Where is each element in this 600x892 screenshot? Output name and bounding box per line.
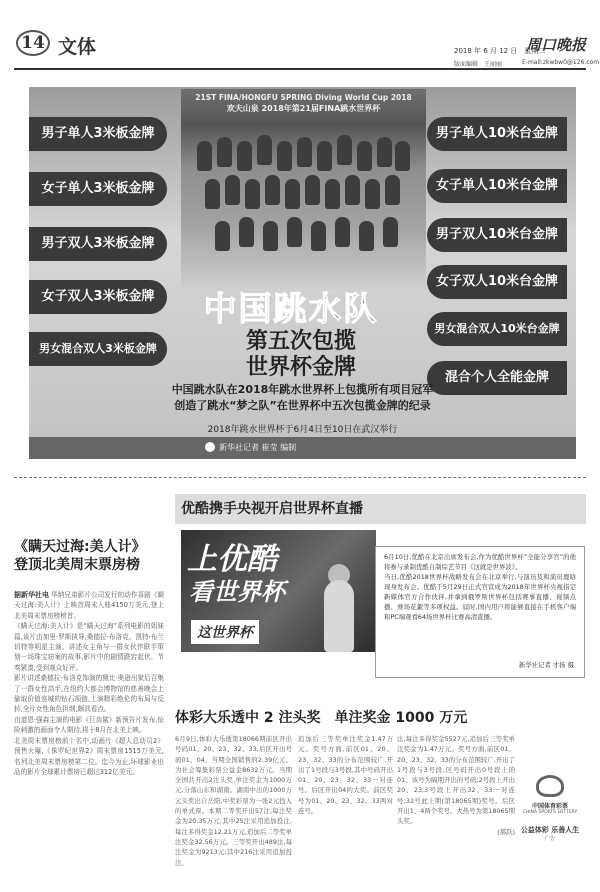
editor-credit: 版面编辑 王丽丽 [454,61,503,68]
medal-label-left: 男子双人3米板金牌 [29,227,167,261]
poster-description [29,382,576,414]
film-para-5: 北美周末票房榜前十名中,动画片《超人总动员2》预售火爆,《侏罗纪世界2》周末票房1515万美元,名列北美周末票房榜第二位。迄今为止,环球影业出品的影片全球累计票房已超过312亿美元。 [14,736,164,776]
film-para-1: 华纳兄弟影片公司发行的动作喜剧《瞒天过海:美人计》上映首周末入账4150万美元,登上北美周末票房榜榜首。 [14,591,164,620]
medal-label-left: 女子双人3米板金牌 [29,280,167,314]
lottery-headline: 体彩大乐透中 2 注头奖 单注奖金 1000 万元 [175,710,468,726]
film-headline-line-2: 登顶北美周末票房榜 [14,557,140,573]
lottery-logo-english: CHINA SPORTS LOTTERY [522,810,578,815]
person-figure [324,580,354,652]
film-body [14,582,164,777]
lottery-column-3 [397,734,515,882]
medal-label-right: 男女混合双人10米台金牌 [427,312,567,346]
medal-label-left: 女子单人3米板金牌 [29,172,167,206]
poster-desc-line-2: 创造了跳水“梦之队”在世界杯中五次包揽金牌的纪录 [174,399,431,412]
sports-lottery-ad [516,765,584,865]
issue-date: 2018 年 6 月 12 日 星期二 [454,47,546,55]
team-photo [181,89,426,289]
film-para-3: 影片讲述桑德拉·布洛克饰演的黛比·奥逊出狱后召集了一群女性高手,在纽约大都会博物馆的慈善晚会上偷取价值连城的钻石项链,上演精彩绝伦的布局与反转,全片女性角色担纲,颇具看点。 [14,674,164,714]
youku-article [175,494,586,684]
photo-banner-subtitle: 欢夫山泉 2018年第21届FINA跳水世界杯 [226,104,381,113]
film-para-2: 《瞒天过海:美人计》是“瞒天过海”系列电影的姐妹篇,该片由加里·罗斯执导,桑德拉·布洛克、凯特·布兰切特等明星主演。讲述女主角与一群女伙伴联手策划一场珠宝窃案的故事,影片中的剧情跌宕起伏、节奏紧凑,受到观众好评。 [14,622,164,672]
film-article [14,538,164,818]
sports-lottery-logo-icon [536,775,564,797]
lottery-column-2 [298,734,393,882]
youku-text-box [375,546,585,678]
newspaper-logo: 周口晚报 [526,36,587,54]
contact-email: E-mail:zkwbw0@126.com [522,59,600,66]
section-divider [14,477,586,478]
team-members [195,129,412,269]
poster-footer-bar [29,437,576,459]
youku-promo-image [181,530,376,652]
lottery-column-1 [175,734,292,882]
film-para-4: 由道恩·强森主演的电影《巨齿鲨》新预告片发布,惊险刺激的画面令人期待,将于8月在北美上映。 [14,715,164,735]
medal-label-left: 男女混合双人3米板金牌 [29,332,167,366]
ad-label: 广告 [544,836,555,842]
poster-subheadline-1: 第五次包揽 [245,329,356,354]
poster-headline: 中国跳水队 [203,289,379,328]
page-header [14,28,600,70]
poster-desc-line-1: 中国跳水队在2018年跳水世界杯上包揽所有项目冠军 [171,383,434,396]
medal-label-right: 女子单人10米台金牌 [427,169,567,203]
promo-text-2: 看世界杯 [189,578,285,606]
poster-credit: 新华社记者 崔莹 编制 [219,443,297,452]
xinhua-logo-icon [205,442,215,452]
poster-date-line: 2018年跳水世界杯于6月4日至10日在武汉举行 [207,425,398,435]
youku-headline: 优酷携手央视开启世界杯直播 [175,494,586,524]
page-number: 14 [16,30,50,56]
promo-tag: 这世界杯 [191,620,259,644]
lottery-col-2-text: 追加后三等奖单注奖金1.47万元。奖号方面,前区01、20、23、32、33的分布范围较广,开出了1号段与3号段,其中号码开出01、20、23、32、33一对连号。后区开出04的大奖。前区奖号为01、20、23、32、33两对连号。 [298,735,393,816]
medal-label-right: 女子双人10米台金牌 [427,265,567,299]
film-headline-line-1: 《瞒天过海:美人计》 [14,539,146,555]
lottery-col-3-text: 注,每注多得奖金5527元,追加后三等奖单注奖金为1.47万元。奖号方面,前区01、20、23、32、33的分布范围较广,开出了1号段与3号段,区号码开出0号段上的01、该号为隔期开出的号码;2号段上开出20、23;3号段上开出32、33一对连号;32号此上期(第18065期)奖号。后区开出1、4两个奖号。大热号为第18065期头奖。 [397,735,515,826]
medal-label-right: 男子单人10米台金牌 [427,117,567,151]
youku-para-1: 6月10日,优酷在北京出席发布会,作为优酷世界杯“全能分享官”的他将参与录制优酷自制综艺节目《这就是世界波》。 [384,553,576,571]
film-byline: 据新华社电 [14,591,49,599]
lottery-col-1-text: 6月9日,体彩大乐透第18066期前区开出号码01、20、23、32、33,后区开出号码01、04。当期全国销售的2.39亿元。为社会筹集彩票公益金8632万元。当期全国共开出2注头奖,单注奖金为1000万元,分落山东和湖南。湖南中出的1000万元头奖出自岳阳,中奖彩票为一张2元投入的单式票。本期二等奖开出57注,每注奖金为20.35万元;其中25注采用追加投注,每注多得奖金12.21万元,追加后二等奖单注奖金32.56万元。三等奖开出489注,每注奖金为9213元;其中216注采用追加投注。 [175,735,292,867]
youku-para-2: 当日,优酷2018世界杯战略发布会在北京举行,与演员及和演员鹿晗现身发布会。优酷于5月29日正式官宣成为2018年世界杯央视指定新媒体官方合作伙伴,并拿到俄罗斯世界杯包括赛事直播、视频点播、赛场花絮等多项权益。届时,国内用户将能够直接在手机客户端和PC端观看64场世界杯比赛高清直播。 [384,573,576,621]
medal-label-right: 男子双人10米台金牌 [427,218,567,252]
lottery-author: (郝跃) [497,827,515,836]
youku-photo-credit: 新华社记者 才扬 摄 [518,661,574,669]
lottery-article [175,734,515,882]
diving-poster [29,87,576,459]
medal-label-right: 混合个人全能金牌 [427,361,567,395]
promo-text-1: 上优酷 [187,542,277,577]
medal-label-left: 男子单人3米板金牌 [29,117,167,151]
poster-subheadline-2: 世界杯金牌 [245,355,356,380]
photo-banner-title: 21ST FINA/HONGFU SPRING Diving World Cup 2018 [195,93,412,102]
lottery-logo-name: 中国体育彩票 [531,803,568,810]
lottery-slogan: 公益体彩 乐善人生 [520,826,580,834]
section-title: 文体 [58,36,97,58]
